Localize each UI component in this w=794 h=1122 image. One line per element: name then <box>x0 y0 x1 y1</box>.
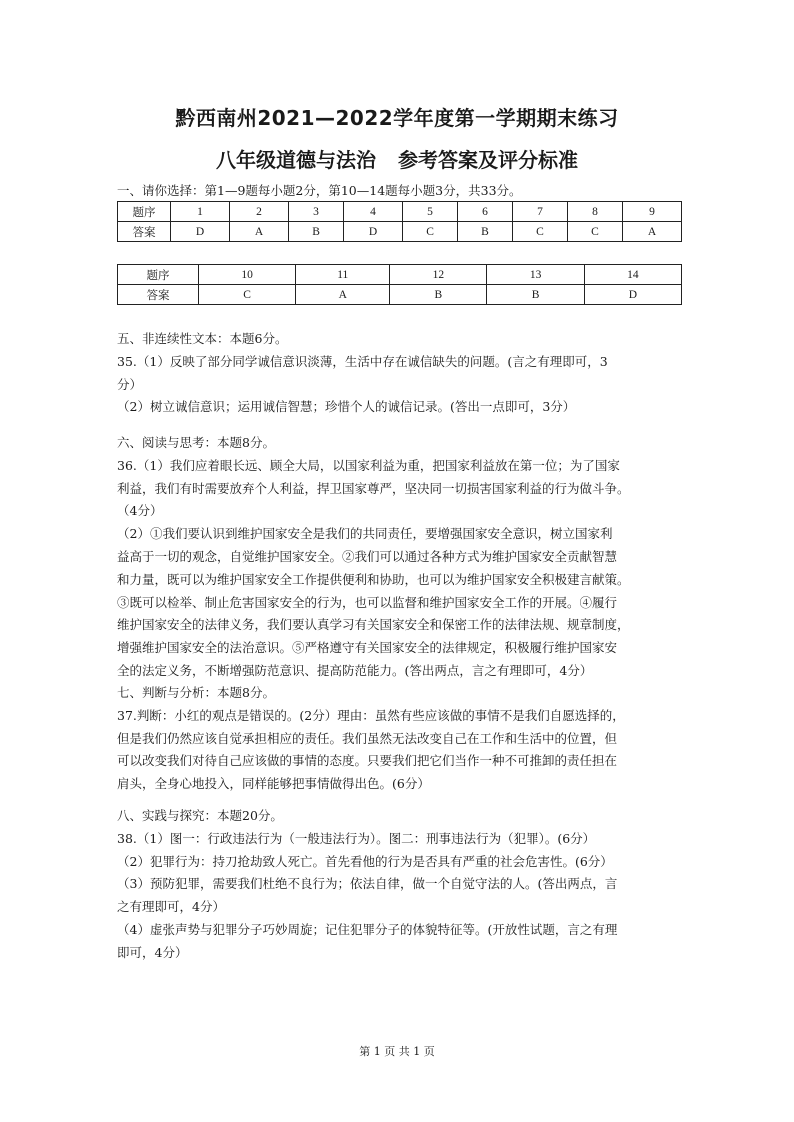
answer-cell: B <box>487 285 584 305</box>
question-number: 7 <box>513 202 568 222</box>
section1-heading: 一、请你选择：第1—9题每小题2分，第10—14题每小题3分，共33分。 <box>117 183 522 198</box>
table-row <box>118 222 682 242</box>
row-label-answer: 答案 <box>118 285 199 305</box>
subtitle-subject: 八年级道德与法治 <box>216 148 376 172</box>
answer-cell: A <box>622 222 681 242</box>
answer-cell: C <box>403 222 458 242</box>
answer-cell: A <box>296 285 390 305</box>
question-number: 11 <box>296 265 390 285</box>
answer-line: 可以改变我们对待自己应该做的事情的态度。只要我们把它们当作一种不可推卸的责任担在 <box>117 753 618 769</box>
section-heading: 五、非连续性文本：本题6分。 <box>117 331 288 346</box>
answer-line: 38.（1）图一：行政违法行为（一般违法行为）。图二：刑事违法行为（犯罪）。(6分） <box>117 830 596 846</box>
answer-cell: D <box>171 222 230 242</box>
answer-cell: C <box>513 222 568 242</box>
section-heading: 七、判断与分析：本题8分。 <box>117 685 275 700</box>
question-number: 9 <box>622 202 681 222</box>
row-label-question: 题序 <box>118 265 199 285</box>
section-6 <box>117 432 687 683</box>
section-8 <box>117 805 687 965</box>
question-number: 14 <box>584 265 681 285</box>
answer-line: （2）犯罪行为：持刀抢劫致人死亡。首先看他的行为是否具有严重的社会危害性。(6分） <box>117 853 613 869</box>
answer-line: 36.（1）我们应着眼长远、顾全大局，以国家利益为重，把国家利益放在第一位；为了国家 <box>117 457 620 473</box>
answer-line: 增强维护国家安全的法治意识。⑤严格遵守有关国家安全的法律规定，积极履行维护国家安 <box>117 640 618 656</box>
table-row <box>118 285 682 305</box>
answer-line: ③既可以检举、制止危害国家安全的行为，也可以监督和维护国家安全工作的开展。④履行 <box>117 594 618 610</box>
answer-line: （2）①我们要认识到维护国家安全是我们的共同责任，要增强国家安全意识，树立国家利 <box>117 526 613 542</box>
answer-line: 37.判断：小红的观点是错误的。(2分）理由：虽然有些应该做的事情不是我们自愿选择的， <box>117 707 625 723</box>
answer-cell: C <box>199 285 296 305</box>
answer-line: 全的法定义务，不断增强防范意识、提高防范能力。(答出两点，言之有理即可，4分） <box>117 662 593 678</box>
answer-line: 和力量，既可以为维护国家安全工作提供便利和协助，也可以为维护国家安全积极建言献策。 <box>117 571 630 587</box>
table-row <box>118 202 682 222</box>
answer-cell: A <box>230 222 289 242</box>
question-number: 8 <box>567 202 622 222</box>
answer-line: （3）预防犯罪，需要我们杜绝不良行为；依法自律，做一个自觉守法的人。(答出两点，言 <box>117 876 618 892</box>
answer-line: 即可，4分） <box>117 944 188 960</box>
page-title: 黔西南州2021—2022学年度第一学期期末练习 <box>175 106 619 130</box>
question-number: 4 <box>344 202 403 222</box>
question-number: 3 <box>289 202 344 222</box>
question-number: 1 <box>171 202 230 222</box>
row-label-answer: 答案 <box>118 222 171 242</box>
answer-table-2 <box>117 264 682 305</box>
question-number: 2 <box>230 202 289 222</box>
answer-cell: B <box>289 222 344 242</box>
answer-line: 益高于一切的观念，自觉维护国家安全。②我们可以通过各种方式为维护国家安全贡献智慧 <box>117 548 618 564</box>
subtitle-desc: 参考答案及评分标准 <box>398 148 578 172</box>
answer-cell: B <box>390 285 487 305</box>
section-7 <box>117 682 687 796</box>
answer-line: 维护国家安全的法律义务，我们要认真学习有关国家安全和保密工作的法律法规、规章制度， <box>117 617 630 633</box>
answer-line: （2）树立诚信意识；运用诚信智慧；珍惜个人的诚信记录。(答出一点即可，3分） <box>117 399 576 415</box>
answer-line: （4分） <box>117 503 163 519</box>
page-subtitle <box>0 144 794 173</box>
question-number: 5 <box>403 202 458 222</box>
row-label-question: 题序 <box>118 202 171 222</box>
answer-line: 但是我们仍然应该自觉承担相应的责任。我们虽然无法改变自己在工作和生活中的位置，但 <box>117 730 618 746</box>
answer-line: 肩头，全身心地投入，同样能够把事情做得出色。(6分） <box>117 776 430 792</box>
answer-line: 之有理即可，4分） <box>117 899 225 915</box>
question-number: 13 <box>487 265 584 285</box>
section-5 <box>117 328 687 419</box>
answer-cell: C <box>567 222 622 242</box>
answer-line: 35.（1）反映了部分同学诚信意识淡薄，生活中存在诚信缺失的问题。(言之有理即可，3 <box>117 353 608 369</box>
answer-line: 利益，我们有时需要放弃个人利益，捍卫国家尊严，坚决同一切损害国家利益的行为做斗争。 <box>117 480 630 496</box>
answer-cell: B <box>458 222 513 242</box>
section-heading: 六、阅读与思考：本题8分。 <box>117 435 275 450</box>
answer-table-1 <box>117 201 682 242</box>
answer-cell: D <box>584 285 681 305</box>
page-footer: 第 1 页 共 1 页 <box>359 1045 435 1058</box>
table-row <box>118 265 682 285</box>
answer-line: 分） <box>117 376 143 392</box>
question-number: 10 <box>199 265 296 285</box>
question-number: 6 <box>458 202 513 222</box>
section-heading: 八、实践与探究：本题20分。 <box>117 808 283 823</box>
question-number: 12 <box>390 265 487 285</box>
answer-cell: D <box>344 222 403 242</box>
answer-line: （4）虚张声势与犯罪分子巧妙周旋；记住犯罪分子的体貌特征等。(开放性试题，言之有理 <box>117 921 618 937</box>
